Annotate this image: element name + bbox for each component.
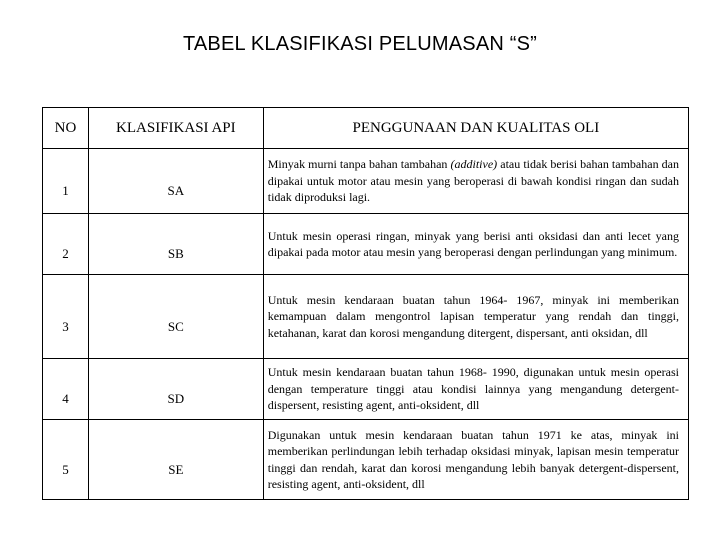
row-description: Untuk mesin operasi ringan, minyak yang berisi anti oksidasi dan anti lecet yang dipakai pada motor atau mesin yang beroperasi dengan perlindungan yang minimum.: [263, 214, 688, 275]
row-description: Untuk mesin kendaraan buatan tahun 1964- 1967, minyak ini memberikan kemampuan dalam mengontrol lapisan temperatur yang rendah dan tinggi, ketahanan, karat dan korosi mengandung ditergent, dispersant, anti oksidan, dll: [263, 275, 688, 359]
api-class-text: SD: [167, 391, 185, 406]
api-class: [88, 420, 263, 500]
table-header-row: [43, 108, 689, 149]
api-class-text: SB: [167, 246, 184, 261]
row-description: [263, 149, 688, 214]
row-number-text: 2: [62, 246, 69, 261]
table-row: [43, 359, 689, 420]
row-number-text: 4: [62, 391, 69, 406]
table-row: [43, 214, 689, 275]
description-italic: (additive): [450, 157, 498, 172]
header-usage-quality: PENGGUNAAN DAN KUALITAS OLI: [263, 108, 688, 149]
classification-table: [42, 107, 689, 500]
row-description: Untuk mesin kendaraan buatan tahun 1968- 1990, digunakan untuk mesin operasi dengan temperature tinggi atau kondisi lainnya yang mengandung detergent-dispersent, resisting agent, anti-oksident, dll: [263, 359, 688, 420]
header-no: NO: [43, 108, 89, 149]
table-row: [43, 149, 689, 214]
row-number: [43, 214, 89, 275]
row-number-text: 5: [62, 461, 69, 477]
description-text: atau tidak berisi bahan tambahan dan dipakai untuk motor atau mesin yang beroperasi di bawah kondisi ringan dan sudah tidak diproduksi lagi.: [267, 157, 680, 205]
api-class: [88, 214, 263, 275]
row-number: [43, 149, 89, 214]
row-description: Digunakan untuk mesin kendaraan buatan tahun 1971 ke atas, minyak ini memberikan perlindungan lebih terhadap oksidasi minyak, lapisan mesin temperatur tinggi dan rendah, karat dan korosi mengandung lebih banyak detergent-dispersent, resisting agent, anti-oksident, dll: [263, 420, 688, 500]
row-number: [43, 275, 89, 359]
api-class-text: SA: [167, 183, 185, 198]
api-class-text: SC: [167, 318, 184, 334]
page-title: TABEL KLASIFIKASI PELUMASAN “S”: [182, 33, 538, 55]
api-class: [88, 359, 263, 420]
row-number: [43, 359, 89, 420]
header-api-classification: KLASIFIKASI API: [88, 108, 263, 149]
row-number-text: 1: [62, 183, 69, 198]
api-class: [88, 275, 263, 359]
description-text: Minyak murni tanpa bahan tambahan: [267, 157, 451, 172]
table-row: [43, 275, 689, 359]
table-row: [43, 420, 689, 500]
api-class: [88, 149, 263, 214]
row-number: [43, 420, 89, 500]
row-number-text: 3: [62, 318, 69, 334]
api-class-text: SE: [168, 461, 184, 477]
